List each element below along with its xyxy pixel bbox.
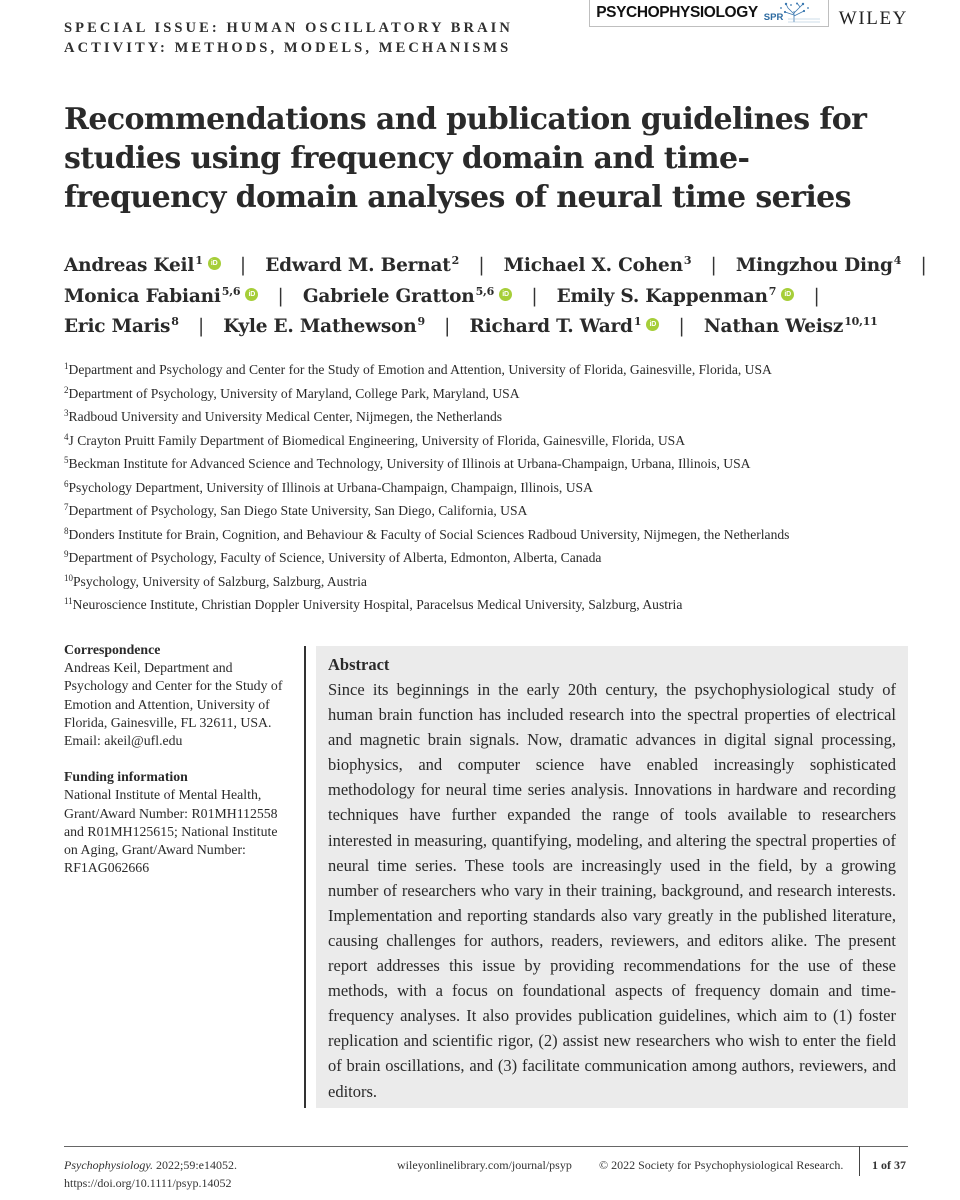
author[interactable] [557, 286, 795, 307]
author-affiliation-sup: 8 [171, 315, 179, 328]
author[interactable] [303, 286, 512, 307]
affiliation-number: 7 [64, 502, 69, 512]
author-name: Gabriele Gratton [302, 285, 475, 307]
author[interactable] [504, 255, 692, 276]
publisher-logo[interactable]: WILEY [838, 8, 908, 29]
author-affiliation-sup: 3 [683, 254, 692, 267]
author-name: Eric Maris [64, 316, 171, 337]
footer-doi-link[interactable]: https://doi.org/10.1111/psyp.14052 [64, 1176, 232, 1190]
affiliation-text: Department of Psychology, University of Maryland, College Park, Maryland, USA [68, 385, 520, 401]
correspondence-line: Andreas Keil, Department and [64, 660, 233, 676]
journal-logo-text: PSYCHOPHYSIOLOGY [596, 4, 758, 21]
affiliation-text: Donders Institute for Brain, Cognition, and Behaviour & Faculty of Social Sciences Radboud University, Nijmegen, the Netherlands [68, 526, 790, 542]
author-affiliation-sup: 2 [451, 254, 460, 267]
journal-brand [589, 0, 908, 28]
author-separator: | [531, 285, 538, 307]
funding-line: and R01MH125615; National Institute [64, 823, 278, 839]
author-separator: | [478, 255, 485, 276]
author-affiliation-sup: 5,6 [221, 284, 241, 298]
footer-copyright: © 2022 Society for Psychophysiological Research. [599, 1158, 844, 1172]
author-affiliation-sup: 9 [417, 315, 425, 328]
abstract-text: Since its beginnings in the early 20th century, the psychophysiological study of human brain function has included research into the spectral properties of electrical and magnetic brain signals. Now, dramatic advances in digital signal processing, biophysics, and computer science have enabled increasingly sophisticated methodology for neural time series analysis. Innovations in hardware and recording techniques have further expanded the range of tools available to researchers interested in measuring, quantifying, modeling, and altering the spectral properties of neural time series. These tools are increasingly used in the field, by a growing number of researchers who vary in their training, background, and research interests. Implementation and reporting standards also vary greatly in the published literature, causing challenges for authors, readers, reviewers, and editors alike. The present report addresses this issue by providing recommendations for the use of these methods, with a focus on foundational aspects of frequency domain and time-frequency analyses. It also provides publication guidelines, which aim to (1) foster replication and scientific rigor, (2) assist new researchers who wish to enter the field of brain oscillations, and (3) facilitate communication among authors, reviewers, and editors. [328, 680, 896, 1101]
funding-line: Grant/Award Number: R01MH112558 [64, 805, 278, 821]
author-separator: | [710, 255, 717, 276]
funding-line: on Aging, Grant/Award Number: [64, 842, 246, 858]
author-separator: | [277, 285, 284, 307]
author[interactable] [265, 255, 459, 276]
author-affiliation-sup: 4 [893, 254, 902, 267]
author-separator: | [678, 316, 685, 337]
affiliation [64, 593, 944, 617]
spr-logo [764, 2, 822, 24]
affiliation-text: Psychology Department, University of Illinois at Urbana-Champaign, Champaign, Illinois, USA [68, 479, 593, 495]
affiliation-number: 2 [64, 384, 69, 395]
funding-line: RF1AG062666 [64, 860, 150, 876]
orcid-icon[interactable] [245, 288, 258, 301]
affiliation-number: 10 [64, 572, 73, 583]
author-name: Michael X. Cohen [503, 255, 683, 276]
author-name: Nathan Weisz [703, 316, 844, 337]
footer-journal-url[interactable]: wileyonlinelibrary.com/journal/psyp [397, 1158, 572, 1172]
orcid-icon[interactable] [646, 318, 659, 331]
article-sidebar [64, 641, 296, 877]
author-separator: | [444, 316, 451, 337]
affiliation [64, 382, 944, 406]
article-title: Recommendations and publication guidelines for studies using frequency domain and time-frequency domain analyses of neural time series [64, 102, 867, 215]
page-number: 1 of 37 [872, 1158, 906, 1172]
affiliation-number: 3 [64, 408, 69, 418]
author-affiliation-sup: 1 [195, 254, 203, 267]
footer-citation-text: 2022;59:e14052. [155, 1158, 237, 1172]
author-affiliation-sup: 10,11 [844, 315, 878, 328]
correspondence-line: Florida, Gainesville, FL 32611, USA. [64, 714, 272, 730]
author-name: Mingzhou Ding [735, 255, 893, 276]
author-name: Richard T. Ward [469, 316, 633, 337]
author-list [64, 251, 944, 343]
author[interactable] [736, 255, 901, 276]
affiliation-number: 6 [64, 478, 69, 489]
author-name: Andreas Keil [64, 255, 195, 276]
affiliation [64, 570, 944, 594]
author[interactable] [704, 316, 878, 337]
author[interactable] [64, 255, 221, 276]
abstract-heading: Abstract [328, 655, 390, 674]
affiliation [64, 429, 944, 453]
correspondence-email[interactable]: Email: akeil@ufl.edu [64, 733, 183, 749]
affiliation [64, 358, 944, 382]
author-separator: | [920, 255, 927, 276]
affiliation-text: Department and Psychology and Center for the Study of Emotion and Attention, University of Florida, Gainesville, Florida, USA [68, 362, 772, 377]
sidebar-divider [304, 646, 306, 1108]
affiliation [64, 452, 944, 476]
psychophysiology-logo[interactable] [589, 0, 829, 27]
special-issue-line-2: ACTIVITY: METHODS, MODELS, MECHANISMS [64, 40, 512, 56]
author-name: Emily S. Kappenman [556, 285, 768, 307]
affiliation [64, 405, 944, 429]
author-affiliation-sup: 5,6 [475, 284, 495, 298]
abstract-box [316, 646, 908, 1108]
spr-logo-text: SPR [763, 12, 784, 23]
affiliation-text: J Crayton Pruitt Family Department of Biomedical Engineering, University of Florida, Gainesville, Florida, USA [68, 432, 686, 448]
affiliation-text: Psychology, University of Salzburg, Salzburg, Austria [73, 573, 367, 589]
affiliation-number: 9 [64, 549, 69, 559]
author[interactable] [223, 316, 425, 337]
footer-citation [64, 1156, 324, 1192]
affiliation-text: Department of Psychology, San Diego State University, San Diego, California, USA [68, 503, 528, 518]
correspondence-line: Emotion and Attention, University of [64, 696, 270, 712]
orcid-icon[interactable] [781, 288, 794, 301]
author-name: Edward M. Bernat [265, 255, 451, 276]
affiliation-list [64, 358, 944, 617]
funding-line: National Institute of Mental Health, [64, 787, 262, 803]
affiliation-text: Department of Psychology, Faculty of Science, University of Alberta, Edmonton, Alberta, Canada [68, 550, 602, 565]
correspondence-heading: Correspondence [64, 642, 161, 657]
affiliation-text: Neuroscience Institute, Christian Doppler University Hospital, Paracelsus Medical University, Salzburg, Austria [72, 597, 683, 612]
affiliation [64, 476, 944, 500]
author-affiliation-sup: 7 [768, 284, 777, 298]
affiliation [64, 523, 944, 547]
affiliation-number: 11 [64, 596, 73, 606]
footer-page-divider [859, 1146, 860, 1176]
author[interactable] [469, 316, 659, 337]
affiliation-number: 4 [64, 431, 69, 442]
special-issue-label [64, 18, 604, 58]
affiliation-number: 1 [64, 361, 69, 371]
author-affiliation-sup: 1 [633, 315, 642, 328]
affiliation-text: Beckman Institute for Advanced Science and Technology, University of Illinois at Urbana-Champaign, Urbana, Illinois, USA [68, 456, 751, 471]
funding-heading: Funding information [64, 769, 188, 785]
affiliation [64, 499, 944, 523]
affiliation-number: 5 [64, 455, 69, 465]
author[interactable] [64, 316, 179, 337]
footer-divider [64, 1146, 908, 1147]
affiliation-number: 8 [64, 525, 69, 536]
footer-journal: Psychophysiology. [64, 1158, 153, 1172]
author-name: Kyle E. Mathewson [223, 316, 417, 337]
orcid-icon[interactable] [499, 288, 512, 301]
author[interactable] [64, 286, 258, 307]
author-separator: | [197, 316, 205, 337]
author-separator: | [239, 255, 246, 276]
author-separator: | [813, 285, 820, 307]
affiliation [64, 546, 944, 570]
author-name: Monica Fabiani [64, 285, 221, 307]
correspondence-line: Psychology and Center for the Study of [64, 678, 283, 694]
orcid-icon[interactable] [208, 257, 221, 270]
affiliation-text: Radboud University and University Medical Center, Nijmegen, the Netherlands [68, 409, 503, 424]
special-issue-line-1: SPECIAL ISSUE: HUMAN OSCILLATORY BRAIN [64, 20, 513, 36]
